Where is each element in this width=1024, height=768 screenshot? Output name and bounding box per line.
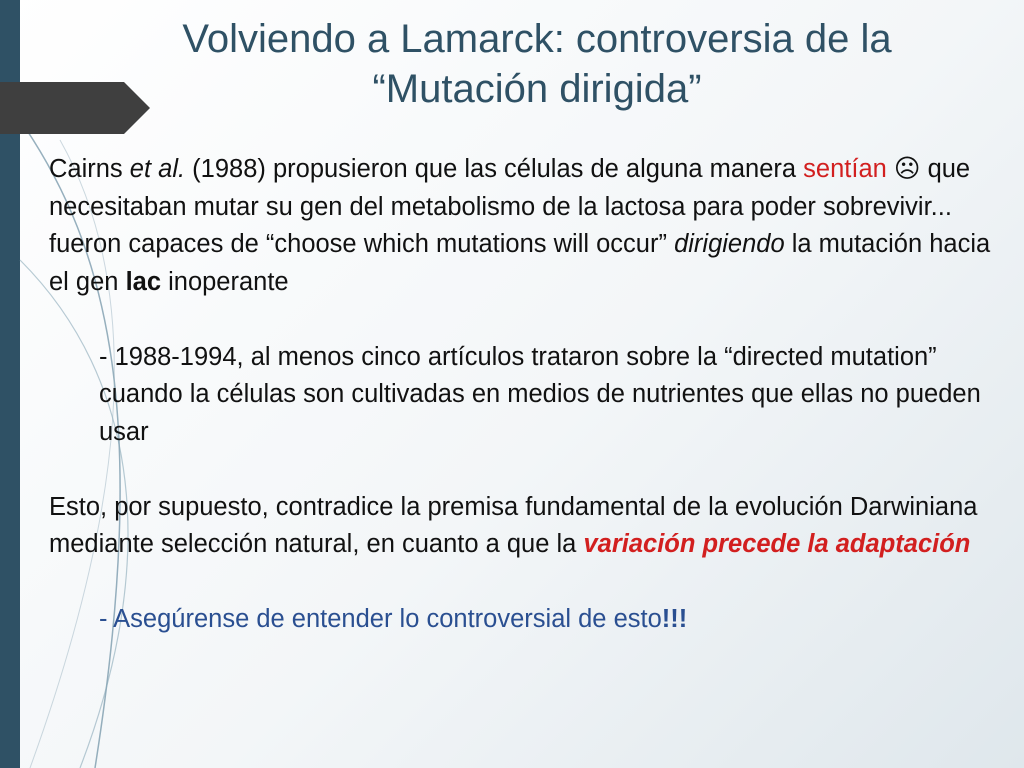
paragraph-cairns <box>49 151 999 301</box>
text-run: Cairns <box>49 155 130 183</box>
text-run-bold: lac <box>125 267 162 296</box>
spacer <box>49 451 999 489</box>
title-line-2: “Mutación dirigida” <box>372 67 702 111</box>
text-run-italic: dirigiendo <box>674 230 785 258</box>
title-line-1: Volviendo a Lamarck: controversia de la <box>182 17 892 61</box>
text-run: Esto, por supuesto, contradice la premisa fundamental de la evolución Darwiniana mediante selección natural, en cuanto a que la <box>49 492 978 558</box>
text-run-blue: - Asegúrense de entender lo controversial de esto <box>99 605 662 633</box>
paragraph-darwin <box>49 489 999 564</box>
text-run-blue-bold: !!! <box>661 605 688 633</box>
spacer <box>49 564 999 602</box>
text-run-red: sentían <box>803 155 887 183</box>
text-run-italic: et al. <box>129 155 186 183</box>
paragraph-reminder <box>49 601 999 639</box>
paragraph-articles: - 1988-1994, al menos cinco artículos trataron sobre la “directed mutation” cuando la células son cultivadas en medios de nutrientes que ellas no pueden usar <box>99 342 981 446</box>
text-run: inoperante <box>161 267 289 296</box>
text-run: la mutación hacia el gen <box>49 230 991 296</box>
slide-title <box>112 14 962 114</box>
text-run-red-bold-italic: variación precede la adaptación <box>583 530 971 558</box>
spacer <box>49 301 999 339</box>
text-run: ☹ que necesitaban mutar su gen del metabolismo de la lactosa para poder sobrevivir... fueron capaces de “choose which mutations will occur” <box>49 155 971 258</box>
slide-body <box>49 151 999 639</box>
text-run: (1988) propusieron que las células de alguna manera <box>185 155 804 183</box>
